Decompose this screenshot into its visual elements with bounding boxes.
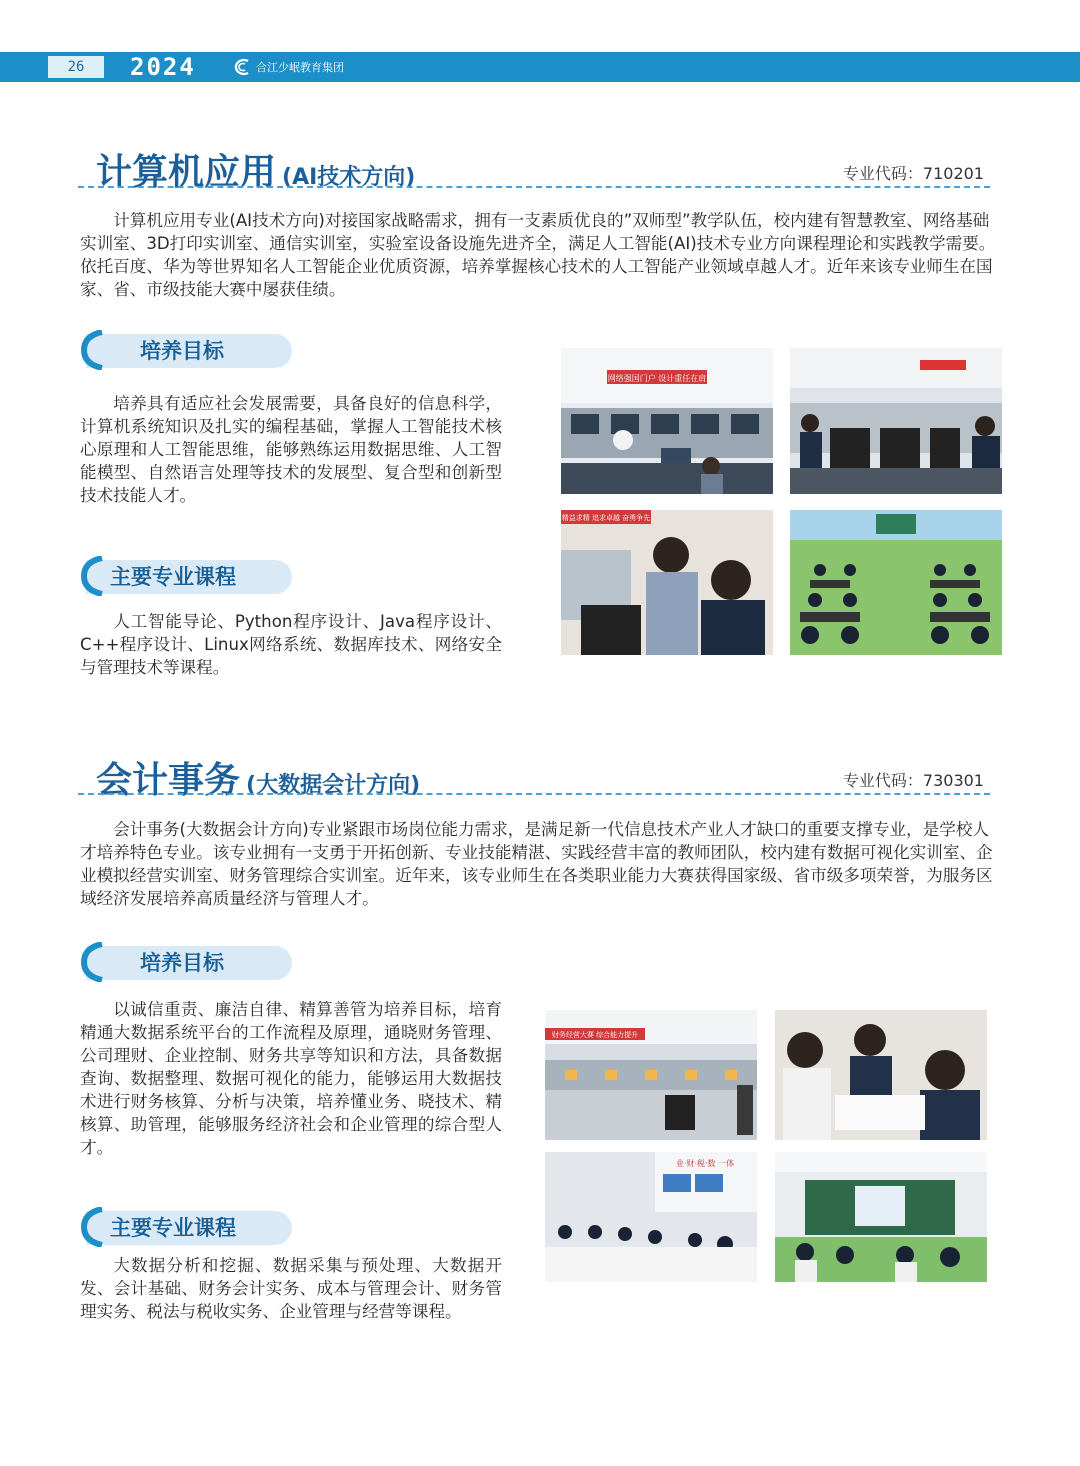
section2-course-tag bbox=[76, 1207, 292, 1247]
section1-subtitle: (AI技术方向) bbox=[282, 165, 416, 190]
section2-course-text: 大数据分析和挖掘、数据采集与预处理、大数据开发、会计基础、财务会计实务、成本与管理会计、财务管理实务、税法与税收实务、企业管理与经营等课程。 bbox=[80, 1256, 502, 1321]
photo-students-discussion bbox=[775, 1010, 987, 1140]
photo-classroom-overview bbox=[790, 510, 1002, 655]
page-number: 26 bbox=[48, 56, 104, 78]
section2-subtitle: (大数据会计方向) bbox=[246, 773, 421, 798]
photo-banner-text: 业·财·税·数 一体 bbox=[675, 1159, 735, 1168]
tag-hook-icon bbox=[78, 1207, 104, 1247]
photo-students-coding bbox=[561, 510, 773, 655]
section2-goal-label: 培养目标 bbox=[140, 951, 224, 975]
section2-title-main: 会计事务 bbox=[96, 760, 241, 801]
section2-title bbox=[96, 752, 420, 803]
tag-hook-icon bbox=[78, 556, 104, 596]
section2-divider bbox=[78, 793, 990, 795]
photo-banner-text: 精益求精 追求卓越 奋勇争先 bbox=[561, 514, 651, 522]
tag-hook-icon bbox=[78, 942, 104, 982]
photo-accounting-lab bbox=[545, 1010, 757, 1140]
section1-course-tag bbox=[76, 556, 292, 596]
section1-goal-label: 培养目标 bbox=[140, 339, 224, 363]
section2-course-label: 主要专业课程 bbox=[110, 1216, 236, 1240]
tag-hook-icon bbox=[78, 330, 104, 370]
logo-icon bbox=[232, 58, 252, 76]
year-label: 2024 bbox=[130, 53, 196, 81]
section1-divider bbox=[78, 186, 990, 188]
section1-title-main: 计算机应用 bbox=[96, 152, 277, 193]
section1-code: 专业代码：710201 bbox=[842, 164, 984, 183]
section2-goal-tag bbox=[76, 942, 292, 982]
photo-banner-text: 财务经营大赛 综合能力提升 bbox=[551, 1031, 639, 1039]
section1-intro: 计算机应用专业(AI技术方向)对接国家战略需求，拥有一支素质优良的”双师型”教学队伍，校内建有智慧教室、网络基础实训室、3D打印实训室、通信实训室，实验室设备设施先进齐全，满足人工智能(AI)技术专业方向课程理论和实践教学需要。依托百度、华为等世界知名人工智能企业优质资源，培养掌握核心技术的人工智能产业领域卓越人才。近年来该专业师生在国家、省、市级技能大赛中屡获佳绩。 bbox=[80, 211, 996, 299]
section1-goal-text: 培养具有适应社会发展需要，具备良好的信息科学，计算机系统知识及扎实的编程基础，掌握人工智能技术核心原理和人工智能思维，能够熟练运用数据思维、人工智能模型、自然语言处理等技术的发展型、复合型和创新型技术技能人才。 bbox=[80, 394, 502, 505]
school-logo bbox=[232, 56, 344, 78]
photo-computer-lab bbox=[561, 348, 773, 494]
photo-students-computers bbox=[790, 348, 1002, 494]
logo-text: 合江少岷教育集团 bbox=[256, 61, 344, 74]
photo-smartboard-lesson bbox=[775, 1152, 987, 1282]
photo-accounting-classroom bbox=[545, 1152, 757, 1282]
section1-course-text: 人工智能导论、Python程序设计、Java程序设计、C++程序设计、Linux网络系统、数据库技术、网络安全与管理技术等课程。 bbox=[80, 612, 502, 677]
section2-goal-text: 以诚信重责、廉洁自律、精算善管为培养目标，培育精通大数据系统平台的工作流程及原理，通晓财务管理、公司理财、企业控制、财务共享等知识和方法，具备数据查询、数据整理、数据可视化的能力，能够运用大数据技术进行财务核算、分析与决策，培养懂业务、晓技术、精核算、助管理，能够服务经济社会和企业管理的综合型人才。 bbox=[80, 1000, 502, 1157]
photo-banner-text: 网络强国门户 设计重任在肩 bbox=[607, 374, 707, 383]
section2-intro: 会计事务(大数据会计方向)专业紧跟市场岗位能力需求，是满足新一代信息技术产业人才缺口的重要支撑专业，是学校人才培养特色专业。该专业拥有一支勇于开拓创新、专业技能精湛、实践经营丰富的教师团队，校内建有数据可视化实训室、企业模拟经营实训室、财务管理综合实训室。近年来，该专业师生在各类职业能力大赛获得国家级、省市级多项荣誉，为服务区域经济发展培养高质量经济与管理人才。 bbox=[80, 820, 993, 908]
section2-code: 专业代码：730301 bbox=[842, 771, 984, 790]
section1-goal-tag bbox=[76, 330, 292, 370]
section1-course-label: 主要专业课程 bbox=[110, 565, 236, 589]
